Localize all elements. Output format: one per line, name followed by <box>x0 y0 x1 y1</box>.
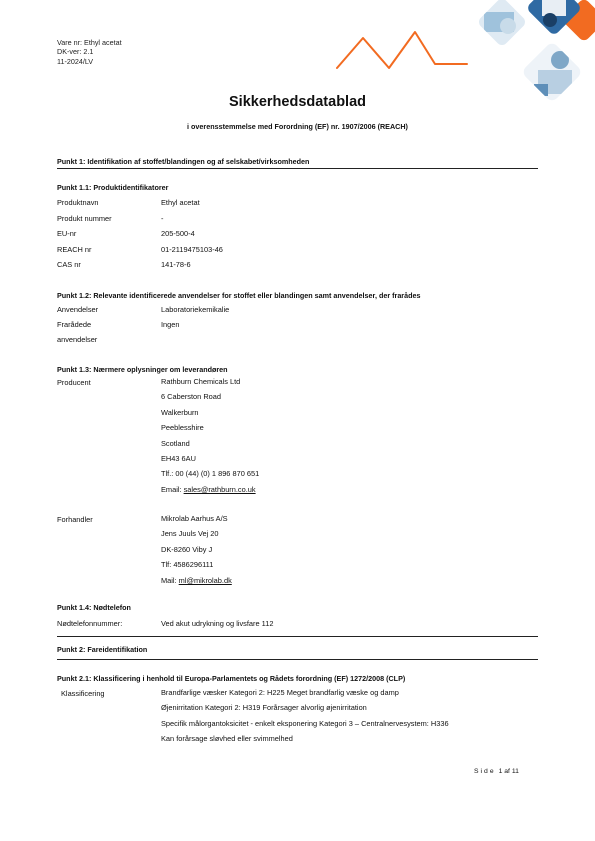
dealer-address <box>161 511 232 588</box>
classification-line: Brandfarlige væsker Kategori 2: H225 Meget brandfarlig væske og damp <box>161 688 399 697</box>
email-label: Mail: <box>161 575 179 585</box>
section-1-4-heading: Punkt 1.4: Nødtelefon <box>57 603 131 612</box>
dealer-label: Forhandler <box>57 515 93 524</box>
field-value: Ethyl acetat <box>161 198 200 207</box>
lab-photo-1 <box>472 0 532 50</box>
meta-product-line: Vare nr: Ethyl acetat <box>57 38 122 47</box>
document-meta <box>57 38 122 66</box>
field-label: CAS nr <box>57 260 81 269</box>
section-1-heading: Punkt 1: Identifikation af stoffet/blandingen og af selskabet/virksomheden <box>57 157 310 166</box>
field-label-continuation: anvendelser <box>57 335 98 344</box>
field-label: Nødtelefonnummer: <box>57 619 123 628</box>
email-label: Email: <box>161 484 184 494</box>
document-subtitle: i overensstemmelse med Forordning (EF) nr. 1907/2006 (REACH) <box>187 122 408 131</box>
producer-email-link[interactable]: sales@rathburn.co.uk <box>183 484 256 494</box>
field-value: 205-500-4 <box>161 229 195 238</box>
phone-line: Tlf: 4586296111 <box>161 560 214 570</box>
field-label: Produkt nummer <box>57 214 112 223</box>
meta-date-line: 11-2024/LV <box>57 56 94 66</box>
field-value: Ved akut udrykning og livsfare 112 <box>161 619 274 628</box>
classification-line: Kan forårsage sløvhed eller svimmelhed <box>161 734 293 744</box>
email-line <box>161 482 259 497</box>
document-title: Sikkerhedsdatablad <box>229 94 366 110</box>
section-1-3-heading: Punkt 1.3: Nærmere oplysninger om leverandøren <box>57 365 228 374</box>
field-label: Anvendelser <box>57 305 99 314</box>
classification-line: Øjenirritation Kategori 2: H319 Forårsager alvorlig øjenirritation <box>161 703 367 713</box>
address-line: 6 Caberston Road <box>161 392 221 402</box>
email-line <box>161 573 232 588</box>
address-line: Rathburn Chemicals Ltd <box>161 377 241 386</box>
address-line: EH43 6AU <box>161 454 196 464</box>
address-line: Mikrolab Aarhus A/S <box>161 514 228 523</box>
address-line: Walkerburn <box>161 407 199 417</box>
classification-label: Klassificering <box>61 689 105 698</box>
company-logo <box>333 24 473 76</box>
field-label: Produktnavn <box>57 198 99 207</box>
section-divider <box>57 636 538 637</box>
producer-label: Producent <box>57 378 91 387</box>
classification-list <box>161 685 449 747</box>
section-2-heading: Punkt 2: Fareidentifikation <box>57 645 148 654</box>
page-number: 1 af 11 <box>498 768 519 775</box>
address-line: Scotland <box>161 438 190 448</box>
classification-line: Specifik målorgantoksicitet - enkelt eksponering Kategori 3 – Centralnervesystem: H336 <box>161 718 449 728</box>
field-value: 01-2119475103-46 <box>161 245 223 254</box>
section-1-2-heading: Punkt 1.2: Relevante identificerede anvendelser for stoffet eller blandingen samt anvendelser, der frarådes <box>57 291 421 300</box>
producer-address <box>161 374 259 497</box>
field-value: Ingen <box>161 320 180 329</box>
phone-line: Tlf.: 00 (44) (0) 1 896 870 651 <box>161 469 260 479</box>
address-line: Jens Juuls Vej 20 <box>161 529 219 539</box>
section-1-1-heading: Punkt 1.1: Produktidentifikatorer <box>57 183 169 192</box>
meta-version-line: DK-ver: 2.1 <box>57 47 94 57</box>
address-line: Peeblesshire <box>161 423 204 433</box>
section-2-1-heading: Punkt 2.1: Klassificering i henhold til Europa-Parlamentets og Rådets forordning (EF) 1272/2008 (CLP) <box>57 674 406 683</box>
field-value: 141-78-6 <box>161 260 191 269</box>
section-divider <box>57 168 538 169</box>
field-label: REACH nr <box>57 245 92 254</box>
field-label: EU-nr <box>57 229 77 238</box>
page-footer <box>474 768 519 775</box>
address-line: DK-8260 Viby J <box>161 544 213 554</box>
side-label: Side <box>474 768 496 775</box>
field-value: - <box>161 214 164 223</box>
field-label: Frarådede <box>57 320 92 329</box>
field-value: Laboratoriekemikalie <box>161 305 230 314</box>
dealer-email-link[interactable]: ml@mikrolab.dk <box>178 575 232 585</box>
section-divider <box>57 659 538 660</box>
